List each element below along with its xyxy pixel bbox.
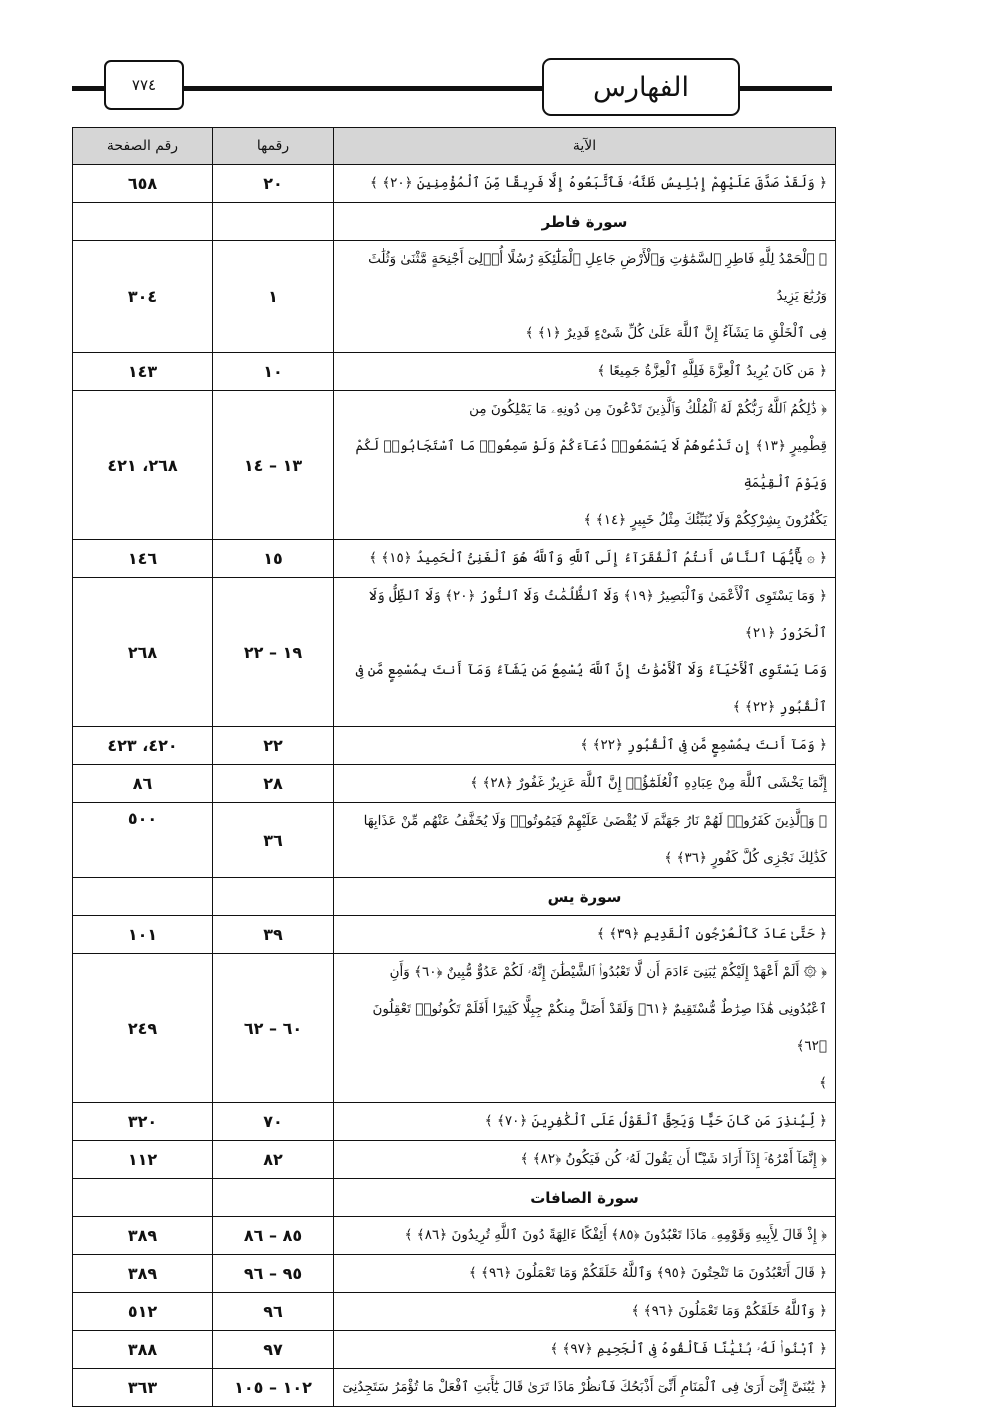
table-row	[73, 1255, 836, 1293]
ayah-line: ﴿ يَٰبُنَىَّ إِنِّىٓ أَرَىٰ فِى ٱلْمَنَامِ أَنِّىٓ أَذْبَحُكَ فَٱنظُرْ مَاذَا تَرَىٰ قَالَ يَٰٓأَبَتِ ٱفْعَلْ مَا تُؤْمَرُ سَتَجِدُنِىٓ	[342, 1379, 827, 1395]
page-reference: ٦٥٨	[73, 165, 213, 203]
ayah-line: ﴿ ٱبْنُوا۟ لَهُۥ بُنْيَٰنًا فَأَلْقُوهُ فِى ٱلْجَحِيمِ ﴿٩٧﴾ ﴾	[550, 1341, 827, 1357]
ayah-line: فِى ٱلْخَلْقِ مَا يَشَآءُ إِنَّ ٱللَّهَ عَلَىٰ كُلِّ شَىْءٍ قَدِيرٌ ﴿١﴾ ﴾	[525, 325, 827, 341]
table-row	[73, 765, 836, 803]
page-reference: ٥٠٠	[73, 803, 213, 878]
ayah-line: ﴿ ذَٰلِكُمُ ٱللَّهُ رَبُّكُمْ لَهُ ٱلْمُلْكُ وَٱلَّذِينَ تَدْعُونَ مِن دُونِهِۦ مَا يَمْلِكُونَ مِن	[469, 401, 827, 417]
ayah-line: ﴿ وَٱللَّهُ خَلَقَكُمْ وَمَا تَعْمَلُونَ ﴿٩٦﴾ ﴾	[631, 1303, 827, 1319]
ayah-cell	[334, 540, 836, 578]
ayah-cell	[334, 1255, 836, 1293]
table-row	[73, 1217, 836, 1255]
page-reference: ١٠١	[73, 916, 213, 954]
ayah-number: ٦٠ – ٦٢	[213, 954, 334, 1103]
ayah-line: ﴿ وَمَا يَسْتَوِى ٱلْأَعْمَىٰ وَٱلْبَصِيرُ ﴿١٩﴾ وَلَا ٱلظُّلُمَٰتُ وَلَا ٱلنُّورُ ﴿٢٠﴾ وَلَا ٱلظِّلُّ وَلَا ٱلْحَرُورُ ﴿٢١﴾	[368, 588, 827, 641]
ayah-number: ٩٥ – ٩٦	[213, 1255, 334, 1293]
ayah-number: ٢٨	[213, 765, 334, 803]
ayah-number: ٢٢	[213, 727, 334, 765]
page-reference: ٣٨٨	[73, 1331, 213, 1369]
ayah-line: قِطْمِيرٍ ﴿١٣﴾ إِن تَدْعُوهُمْ لَا يَسْمَعُوا۟ دُعَآءَكُمْ وَلَوْ سَمِعُوا۟ مَا ٱسْتَجَابُوا۟ لَكُمْ وَيَوْمَ ٱلْقِيَٰمَةِ	[355, 438, 827, 491]
ayah-number: ١٠	[213, 353, 334, 391]
ayah-line: ﴾	[819, 1075, 827, 1091]
surah-heading-row	[73, 203, 836, 241]
ayah-number: ١٥	[213, 540, 334, 578]
ayah-number: ٨٢	[213, 1141, 334, 1179]
ayah-line: ﴿ ۞ يَٰٓأَيُّهَا ٱلنَّاسُ أَنتُمُ ٱلْفُقَرَآءُ إِلَى ٱللَّهِ وَٱللَّهُ هُوَ ٱلْغَنِىُّ ٱلْحَمِيدُ ﴿١٥﴾ ﴾	[369, 550, 827, 566]
table-body	[73, 165, 836, 1407]
page-reference: ٢٦٨، ٤٢١	[73, 391, 213, 540]
page-reference: ٨٦	[73, 765, 213, 803]
ayah-line: ﴿ قَالَ أَتَعْبُدُونَ مَا تَنْحِتُونَ ﴿٩٥﴾ وَٱللَّهُ خَلَقَكُمْ وَمَا تَعْمَلُونَ ﴿٩٦﴾ ﴾	[468, 1265, 827, 1281]
empty-cell	[73, 1179, 213, 1217]
table-row	[73, 540, 836, 578]
ayah-number: ٧٠	[213, 1103, 334, 1141]
page-reference: ٣٠٤	[73, 241, 213, 353]
ayah-number: ٢٠	[213, 165, 334, 203]
ayah-cell	[334, 803, 836, 878]
verse-index-table	[72, 127, 836, 1407]
surah-heading: سورة يس	[334, 878, 836, 916]
table-row	[73, 727, 836, 765]
surah-heading-row	[73, 1179, 836, 1217]
ayah-cell	[334, 765, 836, 803]
table-row	[73, 1141, 836, 1179]
table-row	[73, 1331, 836, 1369]
ayah-line: ﴿ ٱلْحَمْدُ لِلَّهِ فَاطِرِ ٱلسَّمَٰوَٰتِ وَٱلْأَرْضِ جَاعِلِ ٱلْمَلَٰٓئِكَةِ رُسُلًا أُو۟لِىٓ أَجْنِحَةٍ مَّثْنَىٰ وَثُلَٰثَ وَرُبَٰعَ يَزِيدُ	[368, 251, 827, 304]
page-reference: ١٤٣	[73, 353, 213, 391]
table-row	[73, 353, 836, 391]
ayah-cell	[334, 916, 836, 954]
ayah-number: ١٠٢ – ١٠٥	[213, 1369, 334, 1407]
page-reference: ٢٤٩	[73, 954, 213, 1103]
column-header-number: رقمها	[213, 128, 334, 165]
ayah-line: ﴿ حَتَّىٰ عَادَ كَٱلْعُرْجُونِ ٱلْقَدِيمِ ﴿٣٩﴾ ﴾	[596, 926, 827, 942]
table-row	[73, 391, 836, 540]
ayah-cell	[334, 578, 836, 727]
page-reference: ٢٦٨	[73, 578, 213, 727]
page-reference: ٥١٢	[73, 1293, 213, 1331]
ayah-number: ١٣ – ١٤	[213, 391, 334, 540]
table-row	[73, 1369, 836, 1407]
ayah-line: ﴿ لِّيُنذِرَ مَن كَانَ حَيًّا وَيَحِقَّ ٱلْقَوْلُ عَلَى ٱلْكَٰفِرِينَ ﴿٧٠﴾ ﴾	[484, 1113, 827, 1129]
column-header-ayah: الآية	[334, 128, 836, 165]
surah-heading-row	[73, 878, 836, 916]
ayah-cell	[334, 1369, 836, 1407]
page-reference: ١٤٦	[73, 540, 213, 578]
ayah-line: ﴿ ۞ أَلَمْ أَعْهَدْ إِلَيْكُمْ يَٰبَنِىٓ ءَادَمَ أَن لَّا تَعْبُدُوا۟ ٱلشَّيْطَٰنَ إِنَّهُۥ لَكُمْ عَدُوٌّ مُّبِينٌ ﴿٦٠﴾ وَأَنِ	[389, 964, 827, 980]
empty-cell	[213, 1179, 334, 1217]
ayah-cell	[334, 1103, 836, 1141]
ayah-line: إِنَّمَا يَخْشَى ٱللَّهَ مِنْ عِبَادِهِ ٱلْعُلَمَٰٓؤُا۟ إِنَّ ٱللَّهَ عَزِيزٌ غَفُورٌ ﴿٢٨﴾ ﴾	[470, 775, 827, 791]
ayah-cell	[334, 1293, 836, 1331]
surah-heading: سورة الصافات	[334, 1179, 836, 1217]
ayah-number: ١	[213, 241, 334, 353]
column-header-page: رقم الصفحة	[73, 128, 213, 165]
ayah-cell	[334, 1331, 836, 1369]
table-header-row	[73, 128, 836, 165]
page-reference: ١١٢	[73, 1141, 213, 1179]
table-row	[73, 578, 836, 727]
page-number: ٧٧٤	[104, 60, 184, 110]
ayah-line: ﴿ إِنَّمَآ أَمْرُهُۥٓ إِذَآ أَرَادَ شَيْـًٔا أَن يَقُولَ لَهُۥ كُن فَيَكُونُ ﴿٨٢﴾ ﴾	[520, 1151, 827, 1167]
ayah-cell	[334, 954, 836, 1103]
empty-cell	[73, 878, 213, 916]
ayah-cell	[334, 165, 836, 203]
ayah-cell	[334, 1217, 836, 1255]
ayah-number: ٩٦	[213, 1293, 334, 1331]
empty-cell	[213, 878, 334, 916]
ayah-cell	[334, 727, 836, 765]
ayah-line: ﴿ إِذْ قَالَ لِأَبِيهِ وَقَوْمِهِۦ مَاذَا تَعْبُدُونَ ﴿٨٥﴾ أَئِفْكًا ءَالِهَةً دُونَ ٱللَّهِ تُرِيدُونَ ﴿٨٦﴾ ﴾	[404, 1227, 827, 1243]
ayah-cell	[334, 391, 836, 540]
ayah-number: ٣٩	[213, 916, 334, 954]
table-row	[73, 165, 836, 203]
ayah-line: ﴿ وَلَقَدْ صَدَّقَ عَلَيْهِمْ إِبْلِيسُ ظَنَّهُۥ فَٱتَّبَعُوهُ إِلَّا فَرِيقًا مِّنَ ٱلْمُؤْمِنِينَ ﴿٢٠﴾ ﴾	[370, 175, 827, 191]
ayah-line: ﴿ وَمَآ أَنتَ بِمُسْمِعٍ مَّن فِى ٱلْقُبُورِ ﴿٢٢﴾ ﴾	[580, 737, 827, 753]
page-reference: ٣٨٩	[73, 1255, 213, 1293]
ayah-line: ٱعْبُدُونِى هَٰذَا صِرَٰطٌ مُّسْتَقِيمٌ ﴿٦١﴾ وَلَقَدْ أَضَلَّ مِنكُمْ جِبِلًّا كَثِيرًا أَفَلَمْ تَكُونُوا۟ تَعْقِلُونَ ﴿٦٢﴾	[372, 1001, 827, 1054]
ayah-line: وَمَا يَسْتَوِى ٱلْأَحْيَآءُ وَلَا ٱلْأَمْوَٰتُ إِنَّ ٱللَّهَ يُسْمِعُ مَن يَشَآءُ وَمَآ أَنتَ بِمُسْمِعٍ مَّن فِى ٱلْقُبُورِ ﴿٢٢﴾ ﴾	[355, 662, 827, 715]
ayah-cell	[334, 241, 836, 353]
ayah-cell	[334, 1141, 836, 1179]
table-row	[73, 1103, 836, 1141]
ayah-number: ٨٥ – ٨٦	[213, 1217, 334, 1255]
page-reference: ٣٢٠	[73, 1103, 213, 1141]
ayah-line: ﴿ وَٱلَّذِينَ كَفَرُوا۟ لَهُمْ نَارُ جَهَنَّمَ لَا يُقْضَىٰ عَلَيْهِمْ فَيَمُوتُوا۟ وَلَا يُخَفَّفُ عَنْهُم مِّنْ عَذَابِهَا	[363, 813, 827, 829]
ayah-cell	[334, 353, 836, 391]
page-reference: ٣٨٩	[73, 1217, 213, 1255]
empty-cell	[213, 203, 334, 241]
page-reference: ٤٢٠، ٤٢٣	[73, 727, 213, 765]
page-reference: ٣٦٣	[73, 1369, 213, 1407]
ayah-line: يَكْفُرُونَ بِشِرْكِكُمْ وَلَا يُنَبِّئُكَ مِثْلُ خَبِيرٍ ﴿١٤﴾ ﴾	[583, 512, 827, 528]
ayah-number: ٩٧	[213, 1331, 334, 1369]
ayah-line: كَذَٰلِكَ نَجْزِى كُلَّ كَفُورٍ ﴿٣٦﴾ ﴾	[664, 850, 827, 866]
table-row	[73, 803, 836, 878]
ayah-number: ٣٦	[213, 803, 334, 878]
page-title: الفهارس	[542, 58, 740, 116]
table-row	[73, 916, 836, 954]
table-row	[73, 241, 836, 353]
ayah-number: ١٩ – ٢٢	[213, 578, 334, 727]
empty-cell	[73, 203, 213, 241]
ayah-line: ﴿ مَن كَانَ يُرِيدُ ٱلْعِزَّةَ فَلِلَّهِ ٱلْعِزَّةُ جَمِيعًا ﴾	[597, 363, 827, 379]
table-row	[73, 954, 836, 1103]
table-row	[73, 1293, 836, 1331]
surah-heading: سورة فاطر	[334, 203, 836, 241]
